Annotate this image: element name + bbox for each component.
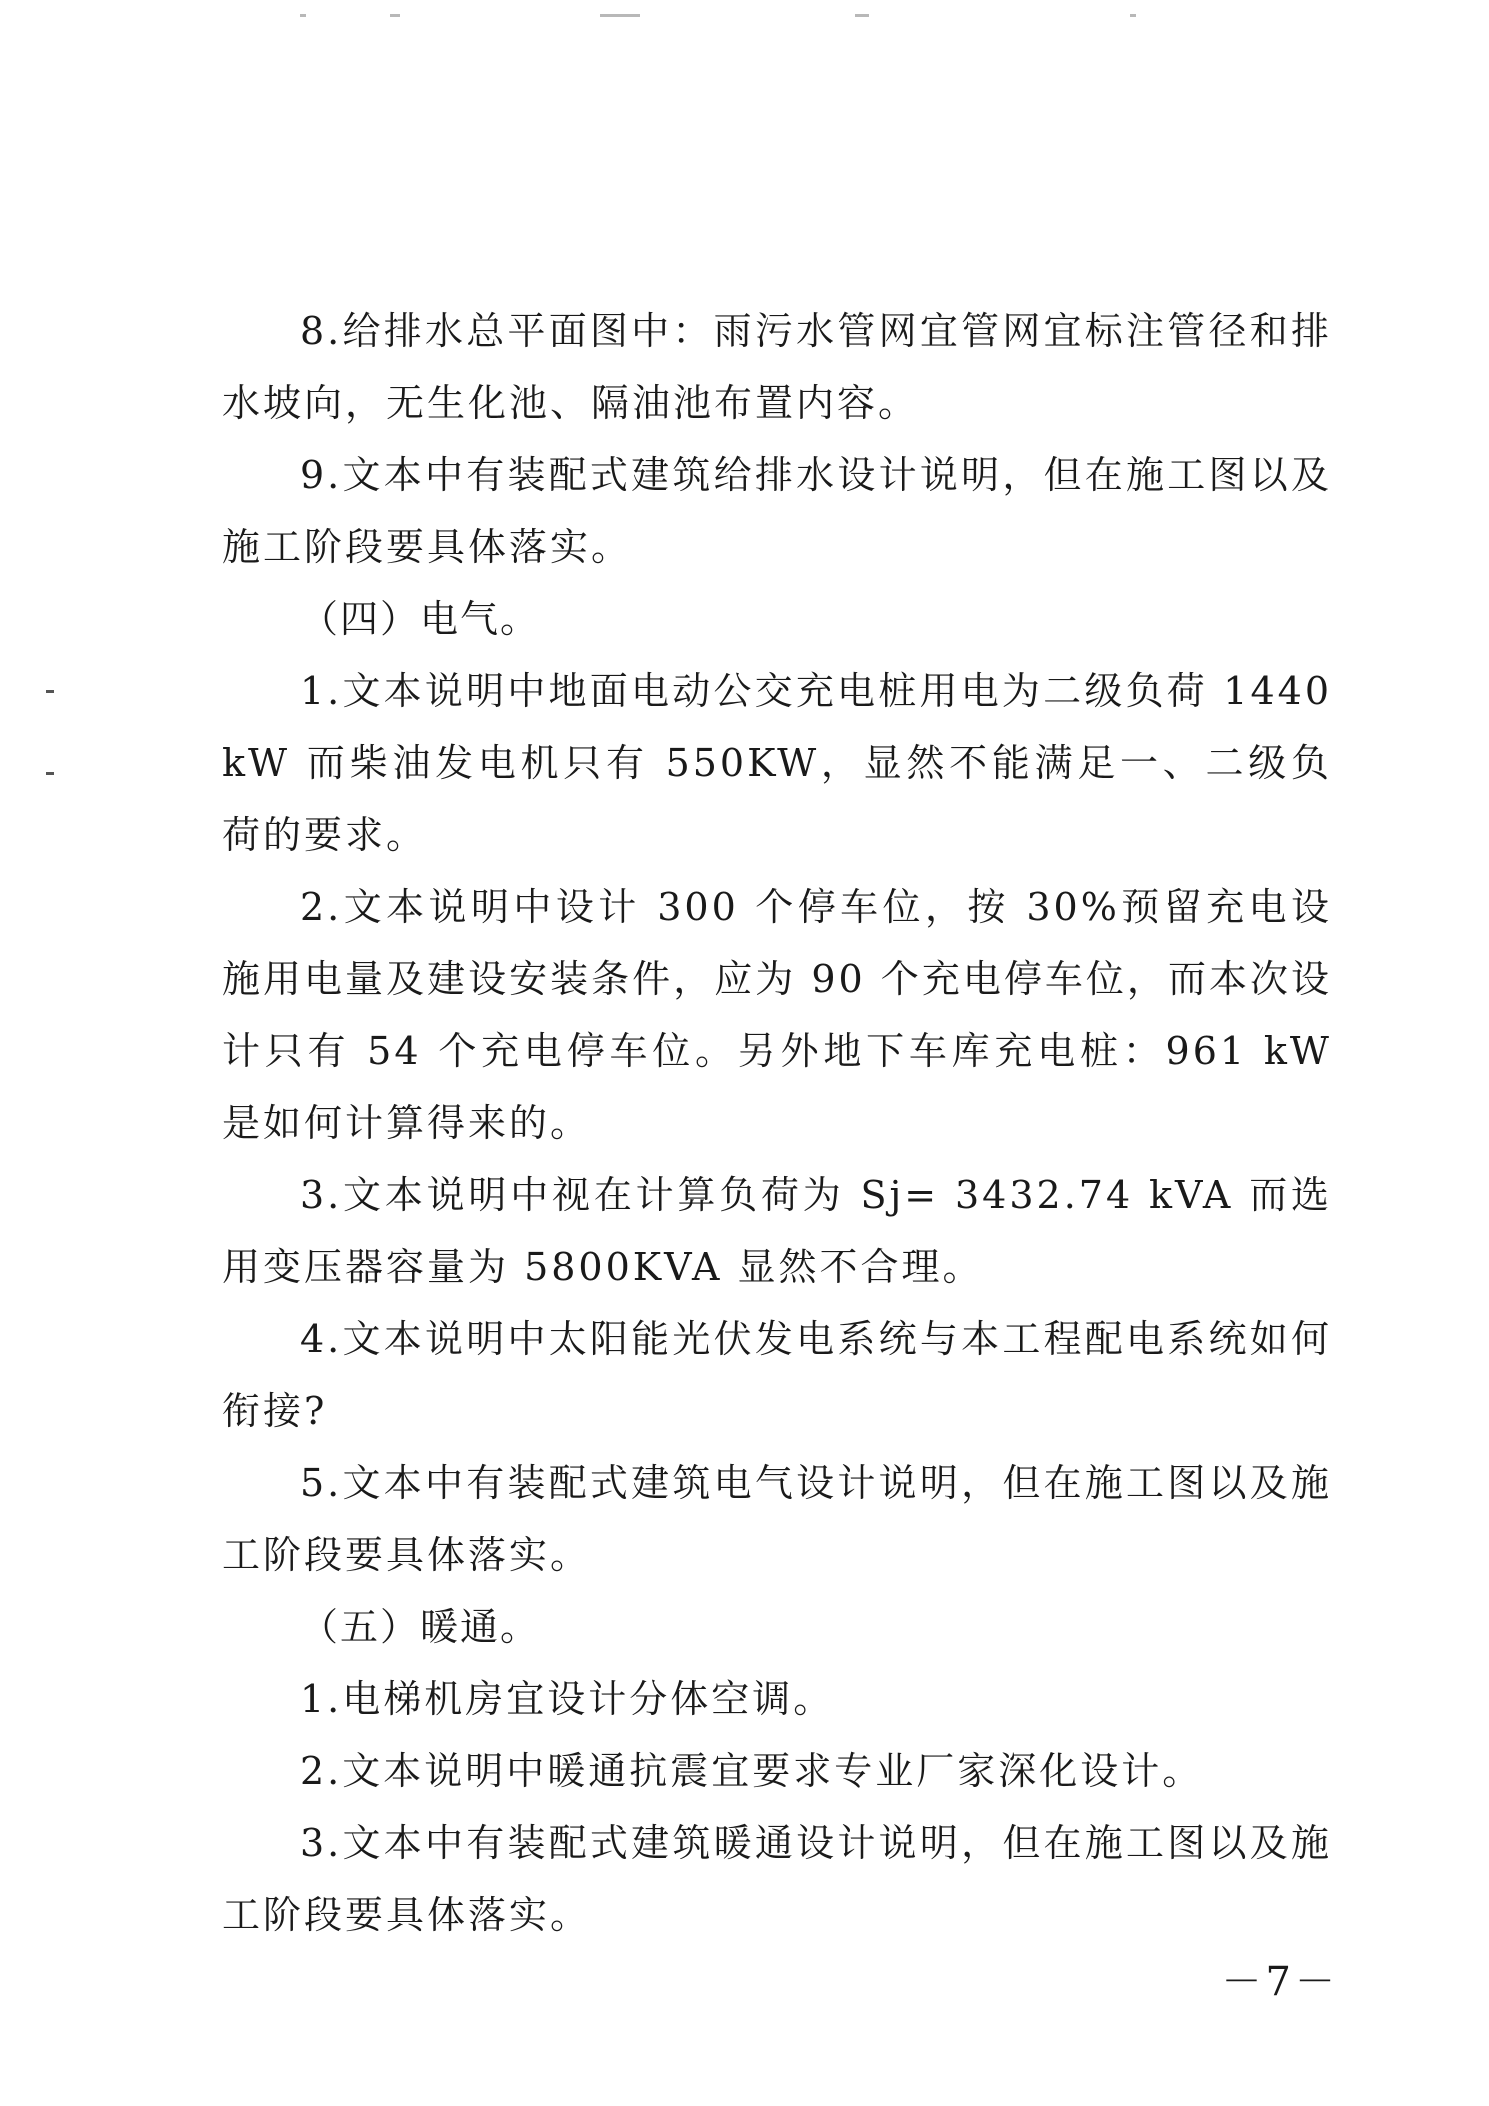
page-number: －7－ [1221,1959,1339,2005]
paragraph-electrical-1: 1.文本说明中地面电动公交充电桩用电为二级负荷 1440kW 而柴油发电机只有 550KW，显然不能满足一、二级负荷的要求。 [222,669,1332,857]
paragraph-hvac-1: 1.电梯机房宜设计分体空调。 [300,1677,835,1721]
paragraph-item-8: 8.给排水总平面图中：雨污水管网宜管网宜标注管径和排水坡向，无生化池、隔油池布置内容。 [222,309,1332,425]
paragraph-electrical-5: 5.文本中有装配式建筑电气设计说明，但在施工图以及施工阶段要具体落实。 [222,1461,1332,1577]
scan-artifact-marks [300,14,1200,22]
paragraph-item-9: 9.文本中有装配式建筑给排水设计说明，但在施工图以及施工阶段要具体落实。 [222,453,1332,569]
paragraph-electrical-4: 4.文本说明中太阳能光伏发电系统与本工程配电系统如何衔接? [222,1317,1332,1433]
binding-hole-mark [46,772,54,775]
paragraph-hvac-3: 3.文本中有装配式建筑暖通设计说明，但在施工图以及施工阶段要具体落实。 [222,1821,1332,1937]
binding-hole-mark [46,690,54,693]
section-heading-hvac: （五）暖通。 [300,1605,541,1649]
section-heading-electrical: （四）电气。 [300,597,541,641]
document-body [222,295,1332,1951]
paragraph-electrical-2: 2.文本说明中设计 300 个停车位，按 30%预留充电设施用电量及建设安装条件，应为 90 个充电停车位，而本次设计只有 54 个充电停车位。另外地下车库充电桩：961 kW 是如何计算得来的。 [222,885,1332,1145]
paragraph-electrical-3: 3.文本说明中视在计算负荷为 Sj= 3432.74 kVA 而选用变压器容量为 5800KVA 显然不合理。 [222,1173,1332,1289]
paragraph-hvac-2: 2.文本说明中暖通抗震宜要求专业厂家深化设计。 [300,1749,1204,1793]
